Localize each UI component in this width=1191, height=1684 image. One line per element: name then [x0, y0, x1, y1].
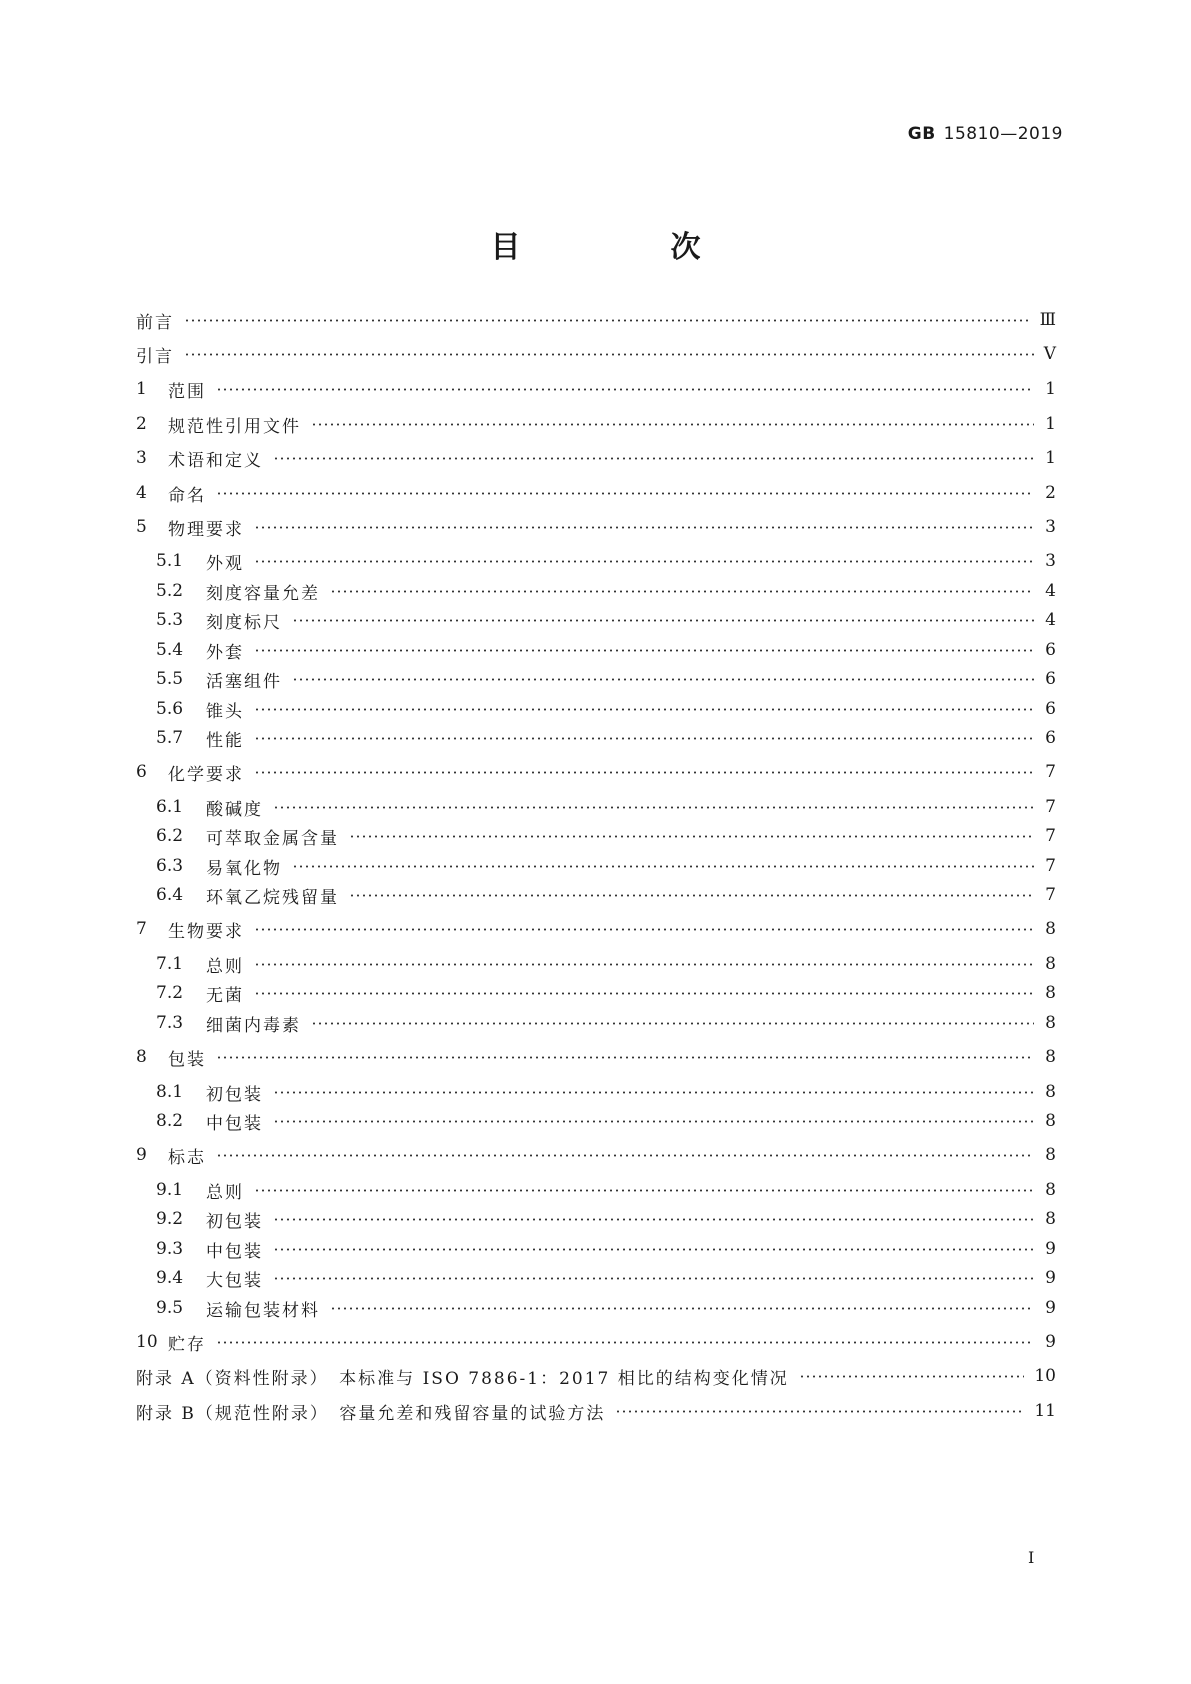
toc-entry-title: 附录 A（资料性附录） 本标准与 ISO 7886-1：2017 相比的结构变化情况	[136, 1368, 789, 1389]
toc-dot-leader	[184, 319, 1030, 322]
toc-entry-page: 7	[1045, 762, 1056, 782]
toc-entry-number: 7.1	[156, 954, 184, 974]
toc-entry[interactable]	[156, 638, 1056, 662]
toc-entry-number: 6.4	[156, 885, 184, 905]
toc-entry[interactable]	[136, 917, 1056, 941]
toc-entry[interactable]	[156, 1080, 1056, 1104]
toc-entry-page: 9	[1045, 1239, 1056, 1259]
toc-entry-page: 8	[1045, 983, 1056, 1003]
toc-entry-title: 总则	[206, 1182, 244, 1203]
toc-entry-number: 8	[136, 1047, 147, 1067]
toc-entry[interactable]	[136, 1045, 1056, 1069]
toc-entry-title: 初包装	[206, 1084, 263, 1105]
toc-entry-page: 9	[1045, 1332, 1056, 1352]
toc-dot-leader	[311, 1022, 1034, 1025]
toc-dot-leader	[254, 992, 1034, 995]
toc-dot-leader	[273, 1248, 1034, 1251]
toc-dot-leader	[216, 1056, 1034, 1059]
toc-dot-leader	[273, 806, 1034, 809]
toc-dot-leader	[216, 1154, 1034, 1157]
toc-entry-title: 刻度容量允差	[206, 583, 320, 604]
toc-dot-leader	[254, 526, 1034, 529]
toc-entry[interactable]	[156, 667, 1056, 691]
toc-entry-number: 10	[136, 1332, 158, 1352]
toc-entry-title: 附录 B（规范性附录） 容量允差和残留容量的试验方法	[136, 1403, 606, 1424]
toc-entry[interactable]	[156, 726, 1056, 750]
toc-entry-page: 7	[1045, 797, 1056, 817]
toc-entry-number: 5.7	[156, 728, 184, 748]
toc-entry-title: 大包装	[206, 1270, 263, 1291]
toc-entry[interactable]	[156, 952, 1056, 976]
toc-entry-number: 7.2	[156, 983, 184, 1003]
toc-entry-page: 7	[1045, 826, 1056, 846]
toc-entry-title: 易氧化物	[206, 858, 282, 879]
toc-entry-number: 9.1	[156, 1180, 184, 1200]
toc-entry[interactable]	[136, 308, 1056, 332]
toc-entry-number: 5.3	[156, 610, 184, 630]
toc-dot-leader	[615, 1410, 1024, 1413]
toc-entry-page: 11	[1034, 1401, 1056, 1421]
toc-entry-page: 8	[1045, 1013, 1056, 1033]
toc-entry-title: 命名	[168, 485, 206, 506]
toc-entry-number: 7.3	[156, 1013, 184, 1033]
toc-entry-number: 5.5	[156, 669, 184, 689]
toc-entry-page: 2	[1045, 483, 1056, 503]
toc-entry-number: 8.2	[156, 1111, 184, 1131]
toc-entry[interactable]	[136, 412, 1056, 436]
toc-entry-number: 5	[136, 517, 147, 537]
toc-entry-page: 8	[1045, 1047, 1056, 1067]
toc-dot-leader	[330, 1307, 1034, 1310]
toc-entry-page: 8	[1045, 1111, 1056, 1131]
toc-entry[interactable]	[156, 608, 1056, 632]
toc-entry-number: 6.1	[156, 797, 184, 817]
toc-entry-title: 酸碱度	[206, 799, 263, 820]
toc-entry-title: 总则	[206, 956, 244, 977]
standard-prefix: GB	[907, 124, 936, 144]
toc-entry-page: 9	[1045, 1298, 1056, 1318]
toc-entry[interactable]	[156, 1237, 1056, 1261]
toc-entry[interactable]	[136, 342, 1056, 366]
toc-entry[interactable]	[156, 1266, 1056, 1290]
toc-entry[interactable]	[156, 1109, 1056, 1133]
toc-entry-number: 5.4	[156, 640, 184, 660]
toc-entry-page: 8	[1045, 954, 1056, 974]
toc-entry[interactable]	[156, 824, 1056, 848]
toc-entry-number: 9	[136, 1145, 147, 1165]
toc-entry-page: 1	[1045, 379, 1056, 399]
toc-entry-number: 5.1	[156, 551, 184, 571]
toc-entry-title: 外观	[206, 553, 244, 574]
toc-entry-page: 3	[1045, 551, 1056, 571]
toc-entry-number: 4	[136, 483, 147, 503]
toc-entry[interactable]	[156, 1296, 1056, 1320]
toc-dot-leader	[292, 678, 1034, 681]
toc-dot-leader	[254, 737, 1034, 740]
toc-entry-title: 引言	[136, 346, 174, 367]
toc-entry[interactable]	[156, 579, 1056, 603]
toc-entry-number: 1	[136, 379, 147, 399]
toc-entry-title: 性能	[206, 730, 244, 751]
toc-entry[interactable]	[136, 446, 1056, 470]
toc-entry[interactable]	[156, 1011, 1056, 1035]
toc-entry-number: 6.3	[156, 856, 184, 876]
toc-entry[interactable]	[156, 795, 1056, 819]
toc-entry-page: 8	[1045, 1209, 1056, 1229]
toc-entry-title: 术语和定义	[168, 450, 263, 471]
toc-dot-leader	[273, 1218, 1034, 1221]
toc-entry-title: 环氧乙烷残留量	[206, 887, 339, 908]
toc-entry-title: 前言	[136, 312, 174, 333]
toc-title: 目 次	[490, 230, 761, 265]
toc-entry-page: 8	[1045, 919, 1056, 939]
toc-entry-page: 8	[1045, 1082, 1056, 1102]
toc-dot-leader	[216, 388, 1034, 391]
toc-entry[interactable]	[136, 481, 1056, 505]
toc-entry-page: 3	[1045, 517, 1056, 537]
toc-entry[interactable]	[136, 760, 1056, 784]
toc-entry-number: 5.6	[156, 699, 184, 719]
toc-entry-page: 6	[1045, 669, 1056, 689]
toc-dot-leader	[254, 771, 1034, 774]
toc-entry-number: 9.2	[156, 1209, 184, 1229]
toc-dot-leader	[254, 649, 1034, 652]
toc-dot-leader	[184, 353, 1034, 356]
toc-entry-title: 物理要求	[168, 519, 244, 540]
toc-entry-number: 7	[136, 919, 147, 939]
page-number: I	[1028, 1548, 1035, 1567]
toc-entry-title: 范围	[168, 381, 206, 402]
toc-entry-number: 9.5	[156, 1298, 184, 1318]
toc-entry-page: 6	[1045, 640, 1056, 660]
toc-entry[interactable]	[136, 515, 1056, 539]
toc-entry-page: 8	[1045, 1145, 1056, 1165]
toc-dot-leader	[254, 708, 1034, 711]
toc-entry-title: 可萃取金属含量	[206, 828, 339, 849]
toc-dot-leader	[273, 1120, 1034, 1123]
toc-entry-title: 无菌	[206, 985, 244, 1006]
toc-dot-leader	[273, 457, 1034, 460]
toc-dot-leader	[311, 423, 1034, 426]
toc-entry-page: 10	[1034, 1366, 1056, 1386]
toc-entry[interactable]	[156, 1178, 1056, 1202]
toc-entry[interactable]	[156, 981, 1056, 1005]
toc-entry-number: 8.1	[156, 1082, 184, 1102]
toc-dot-leader	[254, 560, 1034, 563]
toc-entry[interactable]	[136, 1364, 1056, 1388]
toc-dot-leader	[254, 928, 1034, 931]
toc-entry-number: 3	[136, 448, 147, 468]
toc-dot-leader	[349, 894, 1034, 897]
toc-entry-page: 6	[1045, 699, 1056, 719]
toc-dot-leader	[799, 1375, 1025, 1378]
toc-dot-leader	[254, 1189, 1034, 1192]
toc-entry-title: 活塞组件	[206, 671, 282, 692]
toc-dot-leader	[273, 1277, 1034, 1280]
toc-entry[interactable]	[156, 883, 1056, 907]
toc-entry-page: Ⅴ	[1043, 344, 1056, 364]
toc-entry-title: 刻度标尺	[206, 612, 282, 633]
toc-entry[interactable]	[156, 854, 1056, 878]
toc-entry-title: 生物要求	[168, 921, 244, 942]
toc-entry-title: 贮存	[168, 1334, 206, 1355]
toc-dot-leader	[254, 963, 1034, 966]
toc-entry-number: 6.2	[156, 826, 184, 846]
toc-entry[interactable]	[156, 697, 1056, 721]
toc-entry-number: 6	[136, 762, 147, 782]
toc-entry-page: 4	[1045, 610, 1056, 630]
toc-entry[interactable]	[136, 1143, 1056, 1167]
toc-entry-title: 化学要求	[168, 764, 244, 785]
toc-entry-page: Ⅲ	[1039, 310, 1056, 330]
toc-entry-page: 1	[1045, 414, 1056, 434]
toc-entry-page: 9	[1045, 1268, 1056, 1288]
toc-entry-title: 标志	[168, 1147, 206, 1168]
toc-entry-title: 锥头	[206, 701, 244, 722]
toc-dot-leader	[349, 835, 1034, 838]
toc-entry[interactable]	[136, 1399, 1056, 1423]
toc-dot-leader	[292, 619, 1034, 622]
toc-entry-number: 2	[136, 414, 147, 434]
toc-entry-page: 4	[1045, 581, 1056, 601]
toc-entry-number: 9.3	[156, 1239, 184, 1259]
toc-entry-title: 细菌内毒素	[206, 1015, 301, 1036]
toc-entry-title: 初包装	[206, 1211, 263, 1232]
standard-number: 15810—2019	[943, 124, 1063, 144]
toc-entry-title: 运输包装材料	[206, 1300, 320, 1321]
toc-entry-page: 7	[1045, 856, 1056, 876]
toc-entry-number: 5.2	[156, 581, 184, 601]
toc-entry-page: 7	[1045, 885, 1056, 905]
toc-entry-title: 包装	[168, 1049, 206, 1070]
toc-dot-leader	[330, 590, 1034, 593]
toc-entry-title: 外套	[206, 642, 244, 663]
toc-entry-number: 9.4	[156, 1268, 184, 1288]
toc-entry-page: 8	[1045, 1180, 1056, 1200]
toc-entry[interactable]	[136, 1330, 1056, 1354]
toc-entry[interactable]	[156, 1207, 1056, 1231]
toc-entry-page: 6	[1045, 728, 1056, 748]
toc-entry-page: 1	[1045, 448, 1056, 468]
toc-dot-leader	[273, 1091, 1034, 1094]
toc-dot-leader	[292, 865, 1034, 868]
toc-entry-title: 中包装	[206, 1241, 263, 1262]
toc-entry-title: 规范性引用文件	[168, 416, 301, 437]
toc-dot-leader	[216, 1341, 1034, 1344]
toc-entry[interactable]	[136, 377, 1056, 401]
toc-entry-title: 中包装	[206, 1113, 263, 1134]
toc-entry[interactable]	[156, 549, 1056, 573]
toc-dot-leader	[216, 492, 1034, 495]
